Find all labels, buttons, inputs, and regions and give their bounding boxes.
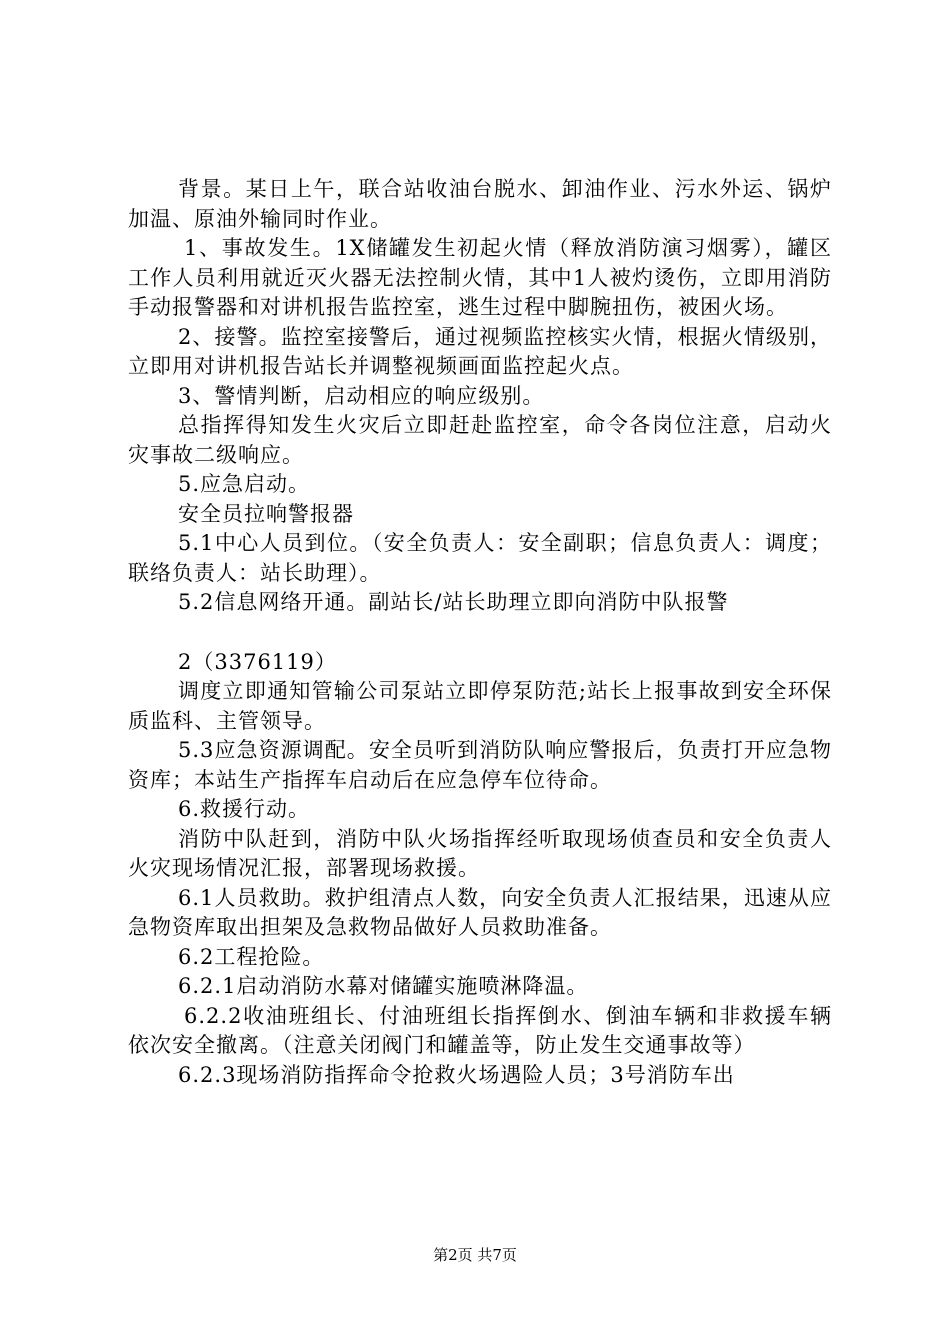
- paragraph-fire-command: 6.2.3现场消防指挥命令抢救火场遇险人员；3号消防车出: [178, 1062, 735, 1087]
- paragraph-water-curtain: 6.2.1启动消防水幕对储罐实施喷淋降温。: [178, 974, 589, 998]
- paragraph-accident-occurrence: 1、事故发生。1X储罐发生初起火情（释放消防演习烟雾），罐区工作人员利用就近灭火器无法控制火情，其中1人被灼烫伤，立即用消防手动报警器和对讲机报告监控室，逃生过程中脚腕扭伤，被困火场。: [128, 236, 832, 319]
- paragraph-engineering: 6.2工程抢险。: [178, 944, 325, 969]
- paragraph-gap: [128, 618, 832, 648]
- paragraph-alarm-receipt: 2、接警。监控室接警后，通过视频监控核实火情，根据火情级别，立即用对讲机报告站长并调整视频画面监控起火点。: [128, 324, 832, 378]
- paragraph-dispatch: 调度立即通知管输公司泵站立即停泵防范;站长上报事故到安全环保质监科、主管领导。: [128, 679, 832, 733]
- document-body: [128, 175, 832, 1090]
- paragraph-rescue-action: 6.救援行动。: [178, 797, 311, 821]
- page-number-footer: 第2页 共7页: [433, 1246, 517, 1264]
- paragraph-alarm-judgment: 3、警情判断，启动相应的响应级别。: [178, 383, 545, 408]
- paragraph-network: 5.2信息网络开通。副站长/站长助理立即向消防中队报警: [178, 590, 729, 614]
- paragraph-emergency-start: 5.应急启动。: [178, 472, 311, 496]
- paragraph-vehicle-evacuation: 6.2.2收油班组长、付油班组长指挥倒水、倒油车辆和非救援车辆依次安全撤离。（注意关闭阀门和罐盖等，防止发生交通事故等）: [128, 1003, 832, 1057]
- paragraph-personnel-rescue: 6.1人员救助。救护组清点人数，向安全负责人汇报结果，迅速从应急物资库取出担架及急救物品做好人员救助准备。: [128, 885, 832, 939]
- paragraph-siren: 安全员拉响警报器: [178, 501, 354, 526]
- paragraph-center-staff: 5.1中心人员到位。（安全负责人：安全副职；信息负责人：调度；联络负责人：站长助理）。: [128, 531, 832, 585]
- paragraph-commander: 总指挥得知发生火灾后立即赶赴监控室，命令各岗位注意，启动火灾事故二级响应。: [128, 413, 832, 467]
- paragraph-resource-allocation: 5.3应急资源调配。安全员听到消防队响应警报后，负责打开应急物资库；本站生产指挥车启动后在应急停车位待命。: [128, 738, 832, 792]
- paragraph-phone-number: 2（3376119）: [178, 649, 337, 674]
- paragraph-background: 背景。某日上午，联合站收油台脱水、卸油作业、污水外运、锅炉加温、原油外输同时作业。: [128, 177, 832, 231]
- paragraph-fire-brigade: 消防中队赶到，消防中队火场指挥经听取现场侦查员和安全负责人火灾现场情况汇报，部署现场救援。: [128, 826, 832, 880]
